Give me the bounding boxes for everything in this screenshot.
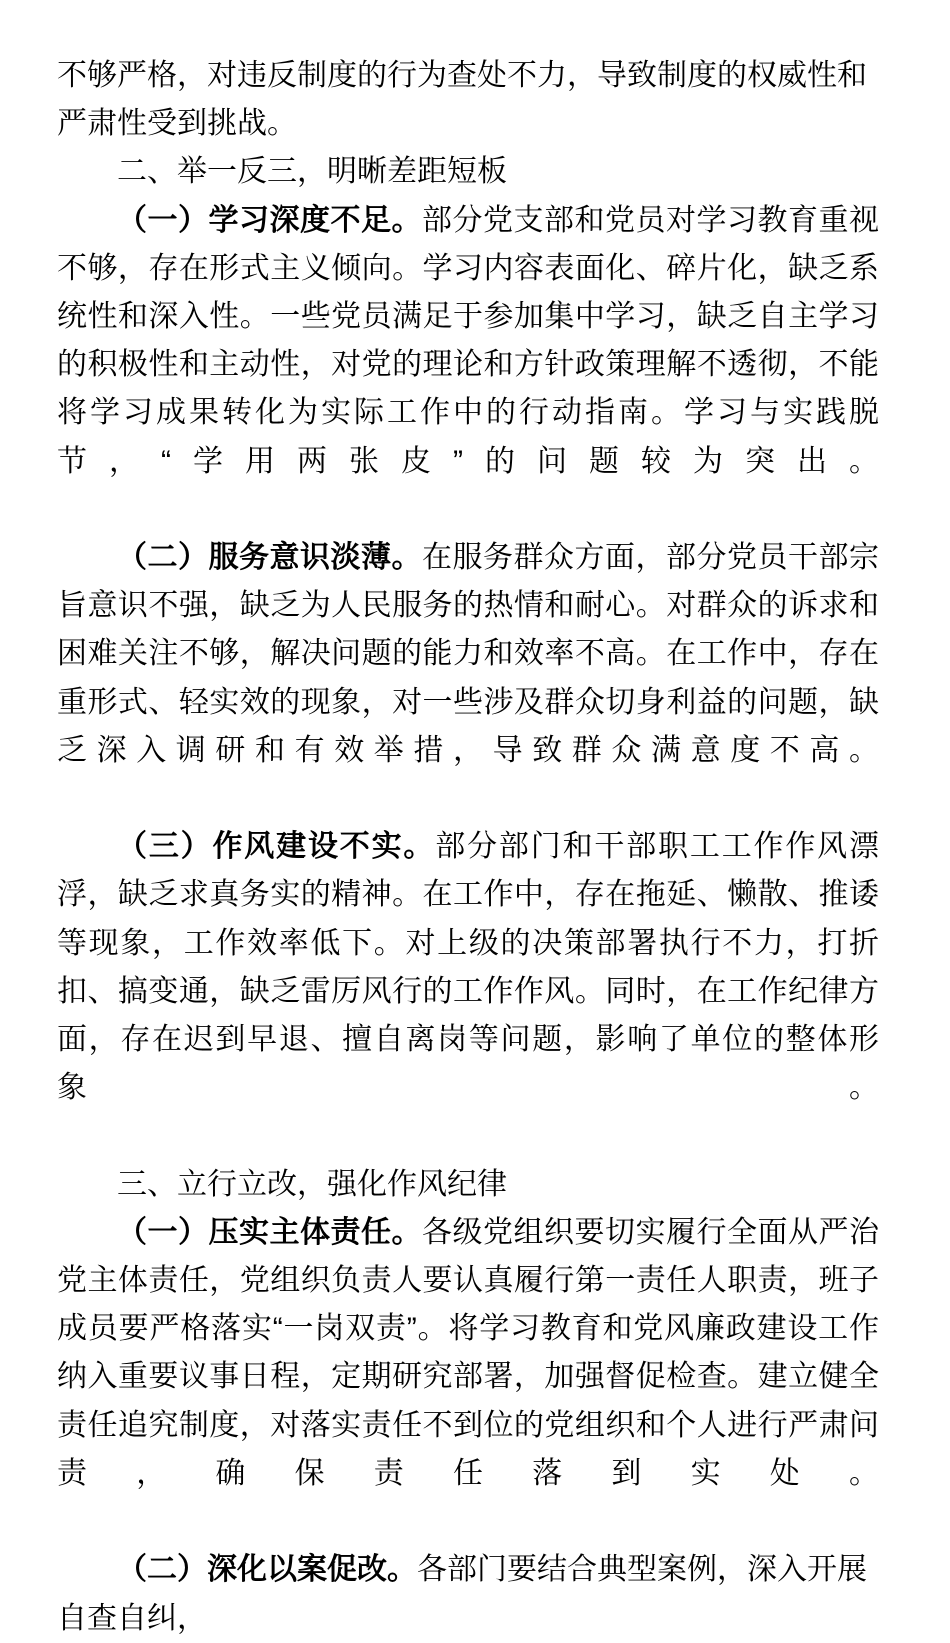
paragraph-3-1 xyxy=(57,1209,879,1546)
section-heading-3 xyxy=(57,1161,879,1209)
paragraph-text: 在服务群众方面，部分党员干部宗旨意识不强，缺乏为人民服务的热情和耐心。对群众的诉求和困难关注不够，解决问题的能力和效率不高。在工作中，存在重形式、轻实效的现象，对一些涉及群众切身利益的问题，缺乏深入调研和有效举措，导致群众满意度不高。 xyxy=(57,541,879,767)
paragraph-bold-lead: （二）深化以案促改。 xyxy=(117,1553,417,1587)
paragraph-bold-lead: （一）压实主体责任。 xyxy=(117,1215,422,1249)
paragraph-bold-lead: （一）学习深度不足。 xyxy=(117,203,422,237)
paragraph-text: 各部门要结合典型案例，深入开展自查自纠， xyxy=(57,1553,867,1635)
paragraph-2-2 xyxy=(57,534,879,823)
document-text-body xyxy=(57,52,879,1643)
paragraph-text: 部分党支部和党员对学习教育重视不够，存在形式主义倾向。学习内容表面化、碎片化，缺乏系统性和深入性。一些党员满足于参加集中学习，缺乏自主学习的积极性和主动性，对党的理论和方针政策理解不透彻，不能将学习成果转化为实际工作中的行动指南。学习与实践脱节，“学用两张皮”的问题较为突出。 xyxy=(57,203,879,478)
paragraph-continuation xyxy=(57,52,879,148)
paragraph-2-3 xyxy=(57,823,879,1160)
paragraph-bold-lead: （二）服务意识淡薄。 xyxy=(117,541,422,575)
paragraph-text: 各级党组织要切实履行全面从严治党主体责任，党组织负责人要认真履行第一责任人职责，班子成员要严格落实“一岗双责”。将学习教育和党风廉政建设工作纳入重要议事日程，定期研究部署，加强督促检查。建立健全责任追究制度，对落实责任不到位的党组织和个人进行严肃问责，确保责任落到实处。 xyxy=(57,1215,879,1490)
paragraph-text: 不够严格，对违反制度的行为查处不力，导致制度的权威性和严肃性受到挑战。 xyxy=(57,59,867,141)
paragraph-3-2 xyxy=(57,1546,879,1642)
paragraph-text: 部分部门和干部职工工作作风漂浮，缺乏求真务实的精神。在工作中，存在拖延、懒散、推诿等现象，工作效率低下。对上级的决策部署执行不力，打折扣、搞变通，缺乏雷厉风行的工作作风。同时，在工作纪律方面，存在迟到早退、擅自离岗等问题，影响了单位的整体形象。 xyxy=(57,830,880,1105)
section-heading-text: 二、举一反三，明晰差距短板 xyxy=(117,155,507,189)
paragraph-bold-lead: （三）作风建设不实。 xyxy=(117,830,436,864)
section-heading-text: 三、立行立改，强化作风纪律 xyxy=(117,1167,507,1201)
section-heading-2 xyxy=(57,148,879,196)
paragraph-2-1 xyxy=(57,197,879,534)
